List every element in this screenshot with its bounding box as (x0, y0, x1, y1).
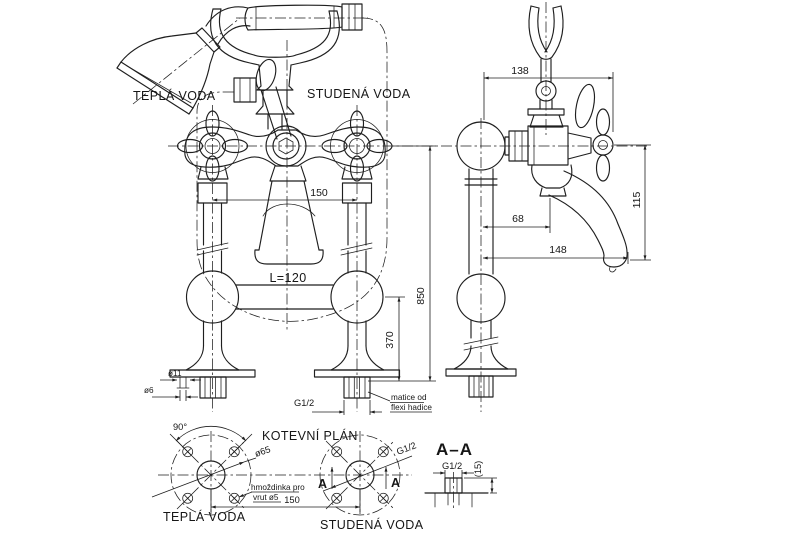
dim-bolt-circle: ø65 (253, 444, 272, 459)
section-title: A–A (436, 440, 474, 459)
shower-cradle (211, 9, 340, 129)
spout-side (549, 171, 627, 272)
dim-plan-thread: G1/2 (395, 440, 418, 457)
label-spout-length: L=120 (269, 271, 307, 285)
side-handle-spoke-down (597, 155, 610, 181)
note-anchor-2: vrut ø5 (253, 493, 279, 502)
label-cold-water-front: STUDENÁ VODA (307, 87, 411, 101)
plan-view (152, 422, 424, 532)
label-hot-water-plan: TEPLÁ VODA (163, 510, 246, 524)
plan-title: KOTEVNÍ PLÁN (262, 429, 358, 443)
foot-nut-left (200, 377, 226, 398)
side-view (446, 2, 651, 412)
dim-depth: 138 (511, 65, 529, 77)
hose-nut (342, 4, 362, 30)
section-marker-left: A (318, 477, 328, 491)
side-diverter-lever (572, 83, 598, 130)
section-marker-right: A (391, 476, 401, 490)
diverter-lever[interactable] (253, 57, 291, 139)
dim-hole-inner: ø6 (144, 386, 154, 395)
dim-reach: 148 (549, 244, 567, 256)
shower-handle-bar (236, 4, 368, 30)
hose-outlet-elbow (234, 78, 256, 102)
front-view (117, 4, 650, 415)
section-view (425, 440, 497, 511)
dim-section-depth: (15) (473, 460, 483, 478)
dim-crossbar-height: 370 (384, 331, 396, 349)
label-cold-water-plan: STUDENÁ VODA (320, 518, 424, 532)
dim-total-height: 850 (415, 287, 427, 305)
dim-valve-spacing: 150 (310, 187, 328, 199)
crossbar (236, 285, 333, 309)
dim-hole-outer: ø11 (168, 369, 182, 378)
side-handle-spoke-up (597, 109, 610, 135)
dim-thread-front: G1/2 (294, 398, 315, 408)
label-hot-water-front: TEPLÁ VODA (133, 89, 216, 103)
dim-plan-spacing: 150 (284, 495, 300, 505)
note-flexi-nut-1: matice od (391, 393, 427, 402)
dim-angle: 90° (173, 422, 188, 432)
dim-outlet-offset: 68 (512, 213, 524, 225)
note-anchor-1: hmoždinka pro (251, 483, 305, 492)
dim-outlet-height: 115 (631, 191, 643, 209)
dim-section-thread: G1/2 (442, 461, 463, 471)
note-flexi-nut-2: flexi hadice (391, 403, 432, 412)
